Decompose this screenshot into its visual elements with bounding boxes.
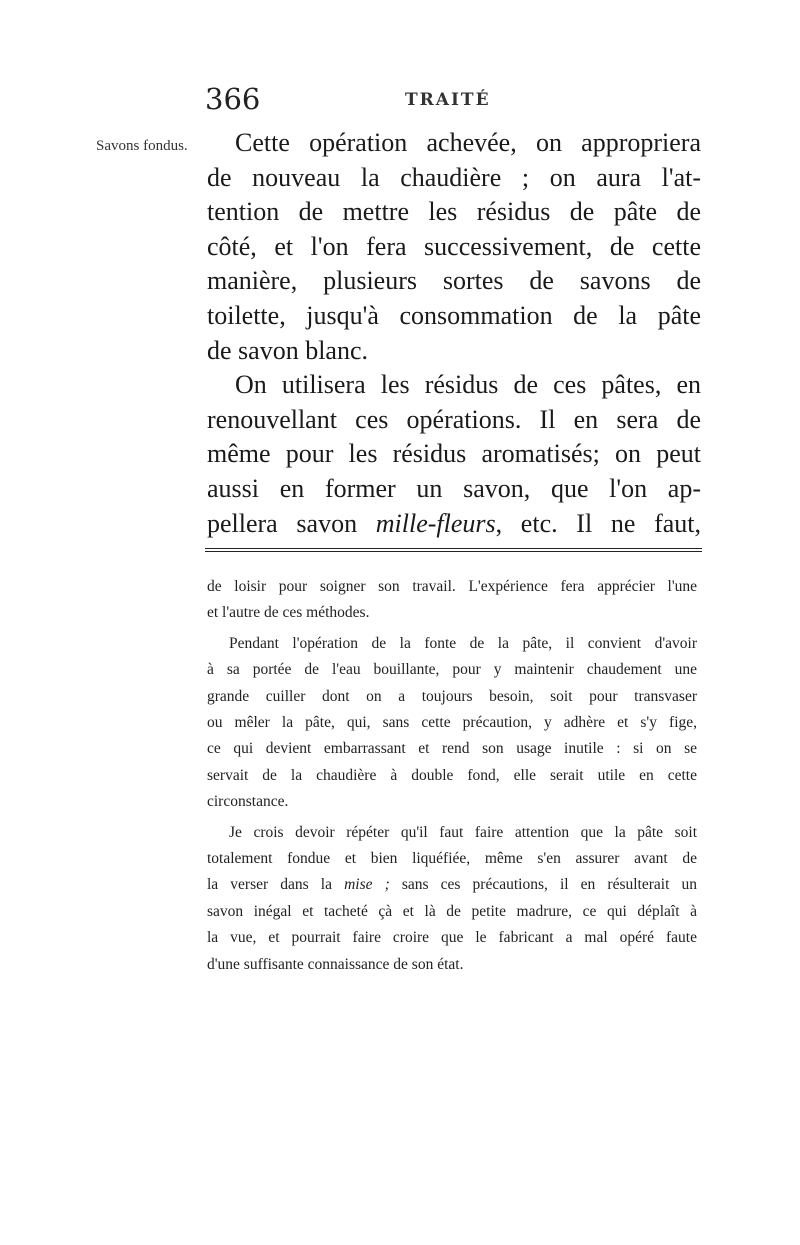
main-text-span: , etc. Il ne faut, xyxy=(495,508,701,538)
footnote-line: circonstance. xyxy=(207,793,289,811)
footnote-line: et l'autre de ces méthodes. xyxy=(207,604,370,622)
italic-term: mise ; xyxy=(344,876,390,894)
page-number: 366 xyxy=(205,82,261,116)
footnote-line: grande cuiller dont on a toujours besoin, soit pour transvaser xyxy=(207,687,697,705)
main-line: de nouveau la chaudière ; on aura l'at- xyxy=(207,162,701,192)
footnote-line: la vue, et pourrait faire croire que le fabricant a mal opéré faute xyxy=(207,929,697,947)
main-line: manière, plusieurs sortes de savons de xyxy=(207,266,701,296)
margin-note: Savons fondus. xyxy=(96,138,188,154)
main-text-span: pellera savon xyxy=(207,508,376,538)
footnote-line: savon inégal et tacheté çà et là de petite madrure, ce qui déplaît à xyxy=(207,902,697,920)
main-line: de savon blanc. xyxy=(207,335,369,365)
main-line: toilette, jusqu'à consommation de la pâte xyxy=(207,300,701,330)
footnotes xyxy=(207,574,697,978)
footnote-line xyxy=(207,872,697,898)
footnote-line: Je crois devoir répéter qu'il faut faire attention que la pâte soit xyxy=(229,823,697,841)
main-line xyxy=(207,507,701,542)
main-line: tention de mettre les résidus de pâte de xyxy=(207,197,701,227)
main-line: Cette opération achevée, on appropriera xyxy=(235,128,701,157)
footnote-line: ce qui devient embarrassant et rend son usage inutile : si on se xyxy=(207,740,697,758)
main-line: aussi en former un savon, que l'on ap- xyxy=(207,473,701,503)
footnote-line: ou mêler la pâte, qui, sans cette précaution, y adhère et s'y fige, xyxy=(207,714,697,732)
footnote-line: Pendant l'opération de la fonte de la pâte, il convient d'avoir xyxy=(229,634,697,652)
italic-term: mille-fleurs xyxy=(375,508,496,538)
main-line: même pour les résidus aromatisés; on peut xyxy=(207,439,701,469)
footnote-span: sans ces précautions, il en résulterait un xyxy=(389,876,697,894)
running-title: TRAITÉ xyxy=(405,90,491,110)
main-line: côté, et l'on fera successivement, de cette xyxy=(207,231,701,261)
footnote-line: d'une suffisante connaissance de son état. xyxy=(207,955,464,973)
main-line: On utilisera les résidus de ces pâtes, en xyxy=(235,370,701,400)
main-line: renouvellant ces opérations. Il en sera de xyxy=(207,404,701,434)
footnote-line: de loisir pour soigner son travail. L'expérience fera apprécier l'une xyxy=(207,578,697,595)
main-text xyxy=(207,126,701,541)
footnote-line: à sa portée de l'eau bouillante, pour y maintenir chaudement une xyxy=(207,661,697,679)
footnote-span: la verser dans la xyxy=(207,876,345,894)
footnote-rule xyxy=(205,548,702,552)
footnote-line: servait de la chaudière à double fond, elle serait utile en cette xyxy=(207,766,697,784)
page-header xyxy=(205,82,500,122)
footnote-line: totalement fondue et bien liquéfiée, même s'en assurer avant de xyxy=(207,850,697,868)
